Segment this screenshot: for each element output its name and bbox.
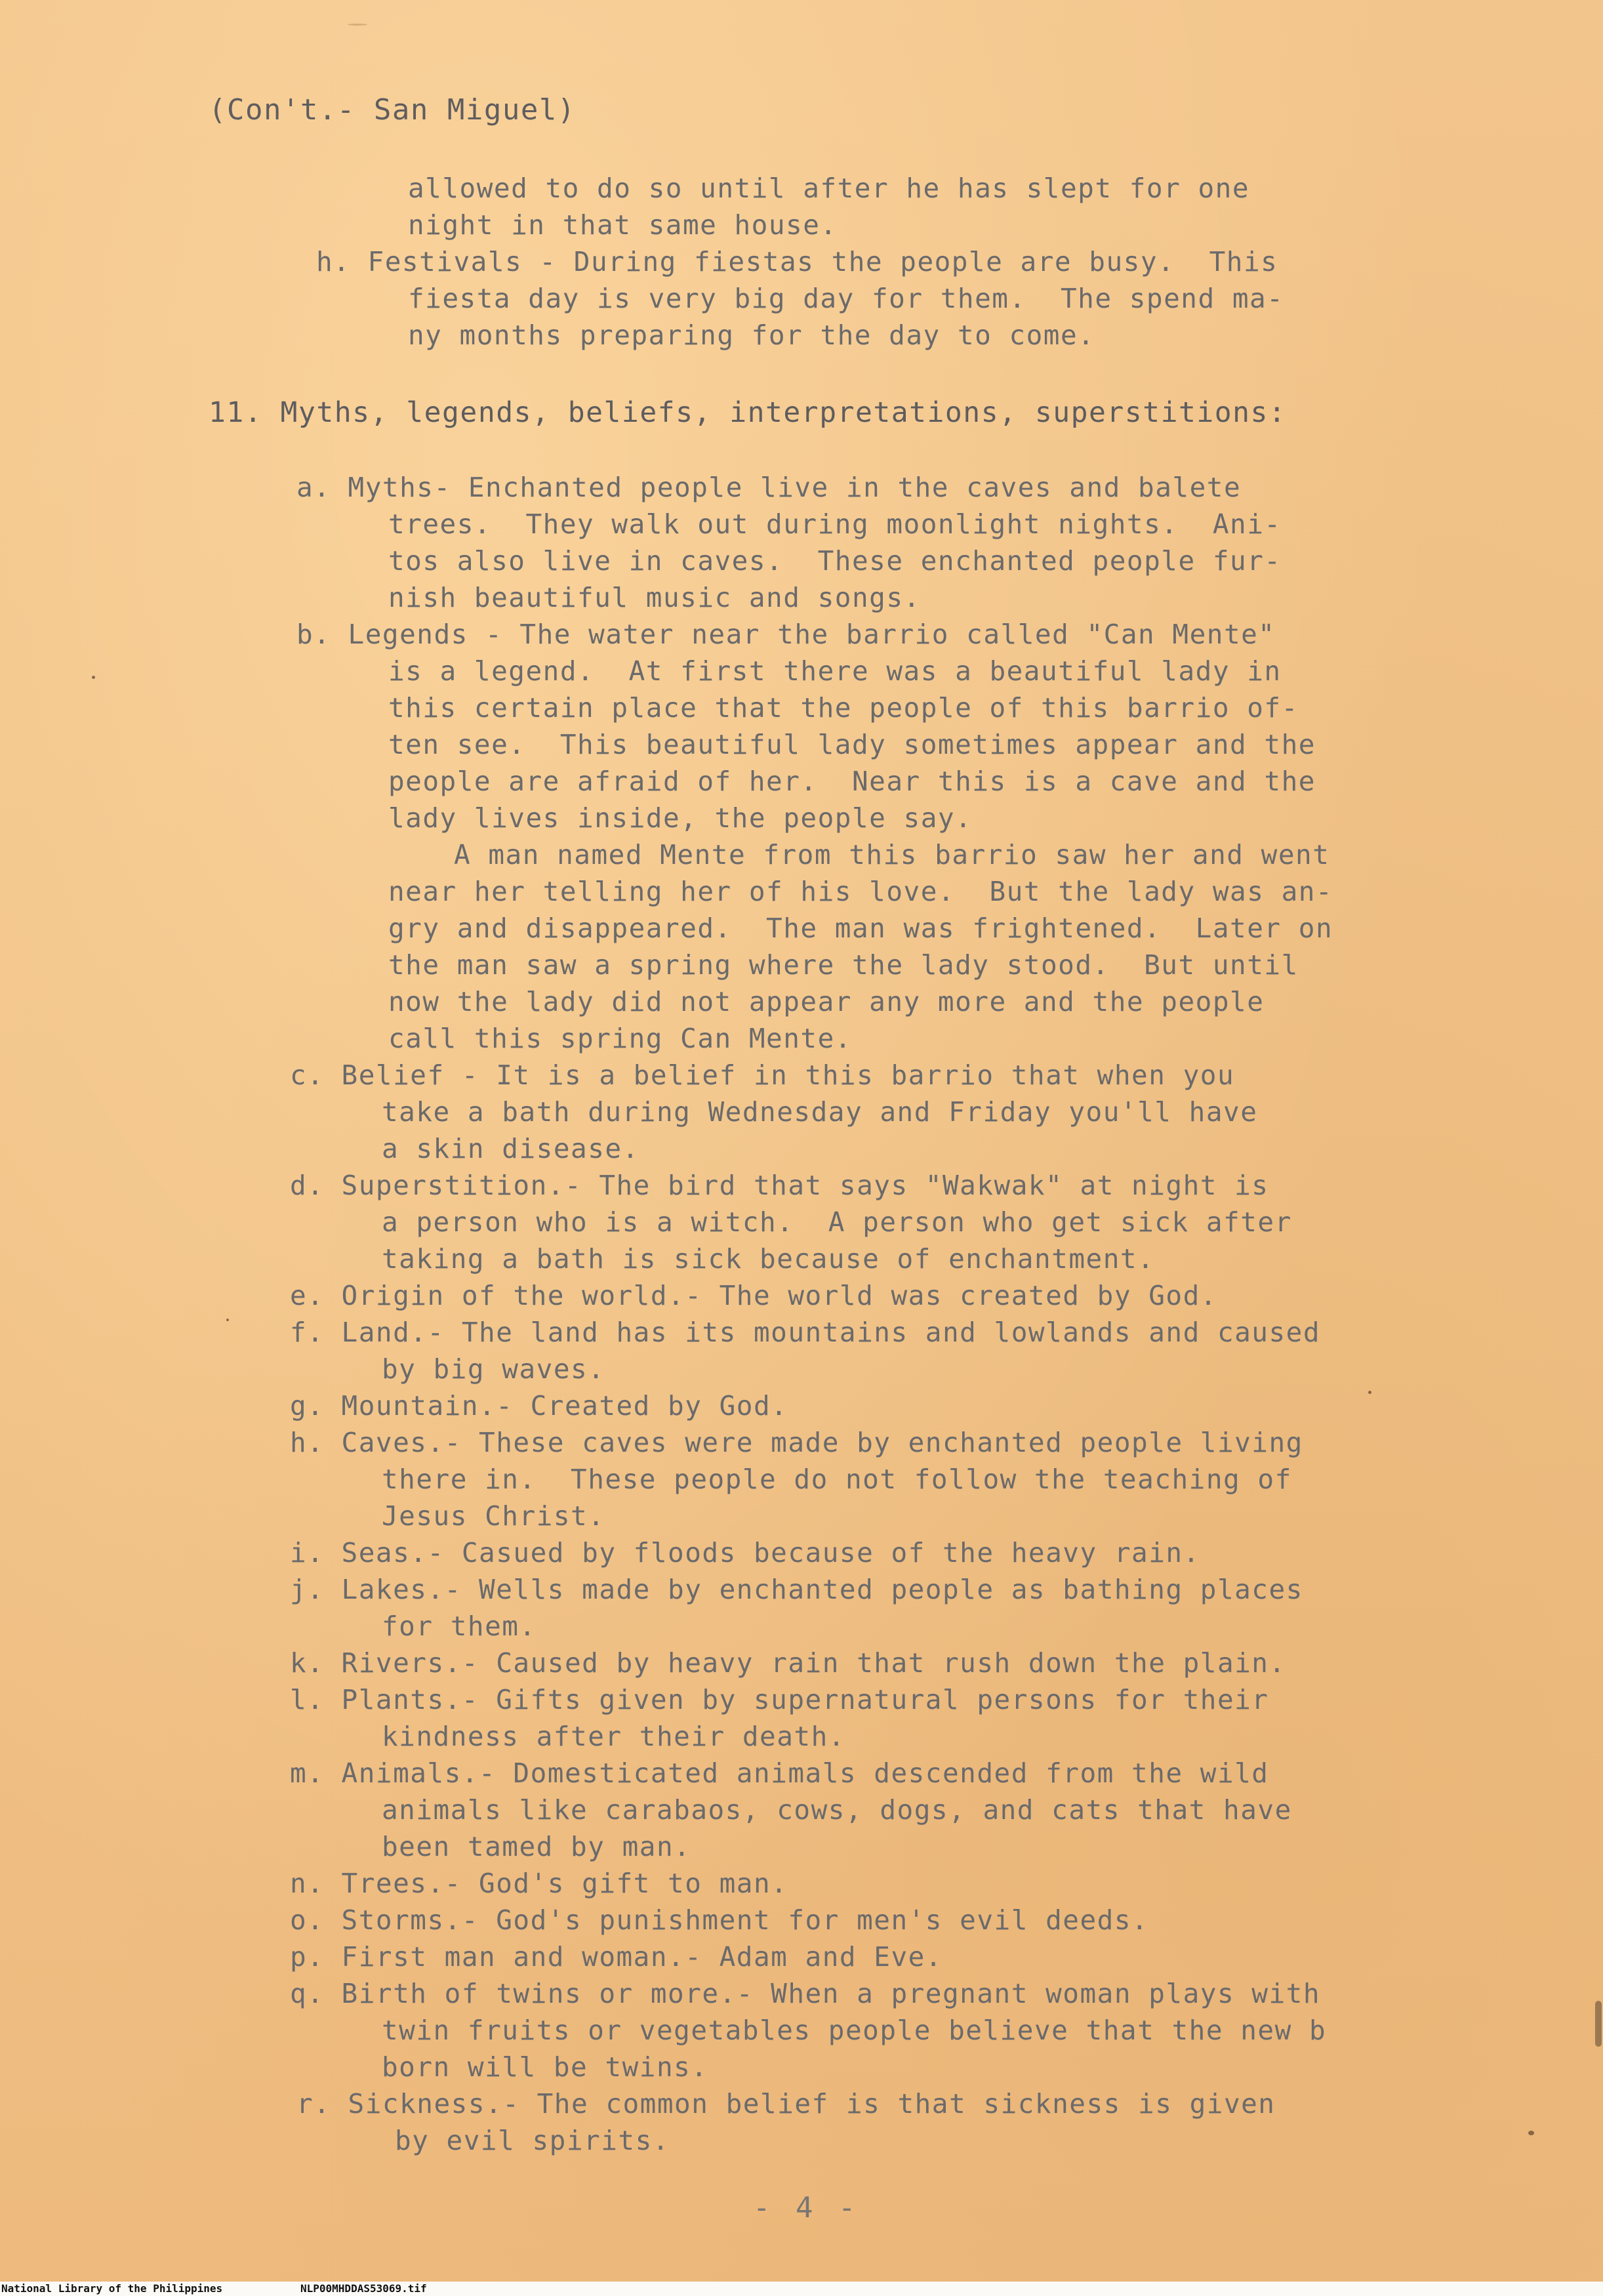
text-line: c. Belief - It is a belief in this barrio that when you bbox=[290, 1059, 1235, 1091]
text-line: l. Plants.- Gifts given by supernatural persons for their bbox=[290, 1684, 1269, 1715]
text-line: g. Mountain.- Created by God. bbox=[290, 1390, 788, 1422]
text-line: by evil spirits. bbox=[395, 2125, 670, 2156]
paper-stain bbox=[1595, 2001, 1602, 2047]
text-line: d. Superstition.- The bird that says "Wakwak" at night is bbox=[290, 1170, 1269, 1201]
text-line: animals like carabaos, cows, dogs, and cats that have bbox=[382, 1794, 1292, 1826]
page-header: (Con't.- San Miguel) bbox=[209, 93, 576, 127]
text-line: A man named Mente from this barrio saw her and went bbox=[454, 839, 1330, 871]
text-line: call this spring Can Mente. bbox=[388, 1023, 852, 1054]
text-line: b. Legends - The water near the barrio called "Can Mente" bbox=[296, 619, 1276, 650]
text-line: this certain place that the people of this barrio of- bbox=[388, 692, 1299, 724]
paper-speck bbox=[1528, 2131, 1534, 2135]
section-heading: 11. Myths, legends, beliefs, interpretations, superstitions: bbox=[209, 396, 1287, 429]
text-line: taking a bath is sick because of enchantment. bbox=[382, 1243, 1155, 1275]
paper-speck bbox=[226, 1319, 229, 1321]
text-line: q. Birth of twins or more.- When a pregnant woman plays with bbox=[290, 1978, 1321, 2009]
text-line: f. Land.- The land has its mountains and lowlands and caused bbox=[290, 1317, 1321, 1348]
text-line: a skin disease. bbox=[382, 1133, 639, 1164]
text-line: there in. These people do not follow the teaching of bbox=[382, 1464, 1292, 1495]
paper-mark bbox=[348, 24, 367, 26]
text-line: twin fruits or vegetables people believe that the new b bbox=[382, 2015, 1327, 2046]
footer-library-name: National Library of the Philippines bbox=[1, 2282, 223, 2295]
text-line: nish beautiful music and songs. bbox=[388, 582, 921, 613]
text-line: ny months preparing for the day to come. bbox=[408, 319, 1095, 351]
text-line: people are afraid of her. Near this is a cave and the bbox=[388, 766, 1316, 797]
text-line: m. Animals.- Domesticated animals descended from the wild bbox=[290, 1757, 1269, 1789]
text-line: e. Origin of the world.- The world was created by God. bbox=[290, 1280, 1217, 1311]
text-line: h. Caves.- These caves were made by enchanted people living bbox=[290, 1427, 1303, 1458]
text-line: lady lives inside, the people say. bbox=[388, 802, 973, 834]
text-line: p. First man and woman.- Adam and Eve. bbox=[290, 1941, 943, 1973]
text-line: take a bath during Wednesday and Friday you'll have bbox=[382, 1096, 1258, 1128]
text-line: for them. bbox=[382, 1610, 537, 1642]
text-line: ten see. This beautiful lady sometimes appear and the bbox=[388, 729, 1316, 760]
text-line: Jesus Christ. bbox=[382, 1500, 605, 1532]
page-number: - 4 - bbox=[753, 2191, 860, 2224]
scan-footer bbox=[0, 2282, 1603, 2296]
text-line: by big waves. bbox=[382, 1353, 605, 1385]
text-line: now the lady did not appear any more and the people bbox=[388, 986, 1265, 1017]
text-line: a person who is a witch. A person who get sick after bbox=[382, 1206, 1292, 1238]
paper-speck bbox=[1368, 1391, 1371, 1394]
text-line: n. Trees.- God's gift to man. bbox=[290, 1868, 788, 1899]
text-line: allowed to do so until after he has slept for one bbox=[408, 173, 1250, 204]
text-line: night in that same house. bbox=[408, 209, 838, 241]
text-line: fiesta day is very big day for them. The spend ma- bbox=[408, 283, 1284, 314]
text-line: j. Lakes.- Wells made by enchanted people as bathing places bbox=[290, 1574, 1303, 1605]
footer-file-id: NLP00MHDDAS53069.tif bbox=[300, 2282, 427, 2295]
text-line: a. Myths- Enchanted people live in the caves and balete bbox=[296, 472, 1242, 503]
text-line: r. Sickness.- The common belief is that sickness is given bbox=[296, 2088, 1276, 2120]
text-line: been tamed by man. bbox=[382, 1831, 691, 1862]
text-line: the man saw a spring where the lady stood. But until bbox=[388, 949, 1299, 981]
text-line: o. Storms.- God's punishment for men's evil deeds. bbox=[290, 1904, 1149, 1936]
text-line: h. Festivals - During fiestas the people are busy. This bbox=[316, 246, 1278, 277]
text-line: near her telling her of his love. But the lady was an- bbox=[388, 876, 1333, 907]
text-line: is a legend. At first there was a beautiful lady in bbox=[388, 655, 1282, 687]
text-line: k. Rivers.- Caused by heavy rain that rush down the plain. bbox=[290, 1647, 1286, 1679]
text-line: trees. They walk out during moonlight nights. Ani- bbox=[388, 508, 1282, 540]
text-line: kindness after their death. bbox=[382, 1721, 845, 1752]
text-line: i. Seas.- Casued by floods because of the heavy rain. bbox=[290, 1537, 1200, 1568]
paper-speck bbox=[92, 676, 95, 679]
text-line: tos also live in caves. These enchanted people fur- bbox=[388, 545, 1282, 577]
text-line: gry and disappeared. The man was frightened. Later on bbox=[388, 912, 1333, 944]
text-line: born will be twins. bbox=[382, 2051, 708, 2083]
